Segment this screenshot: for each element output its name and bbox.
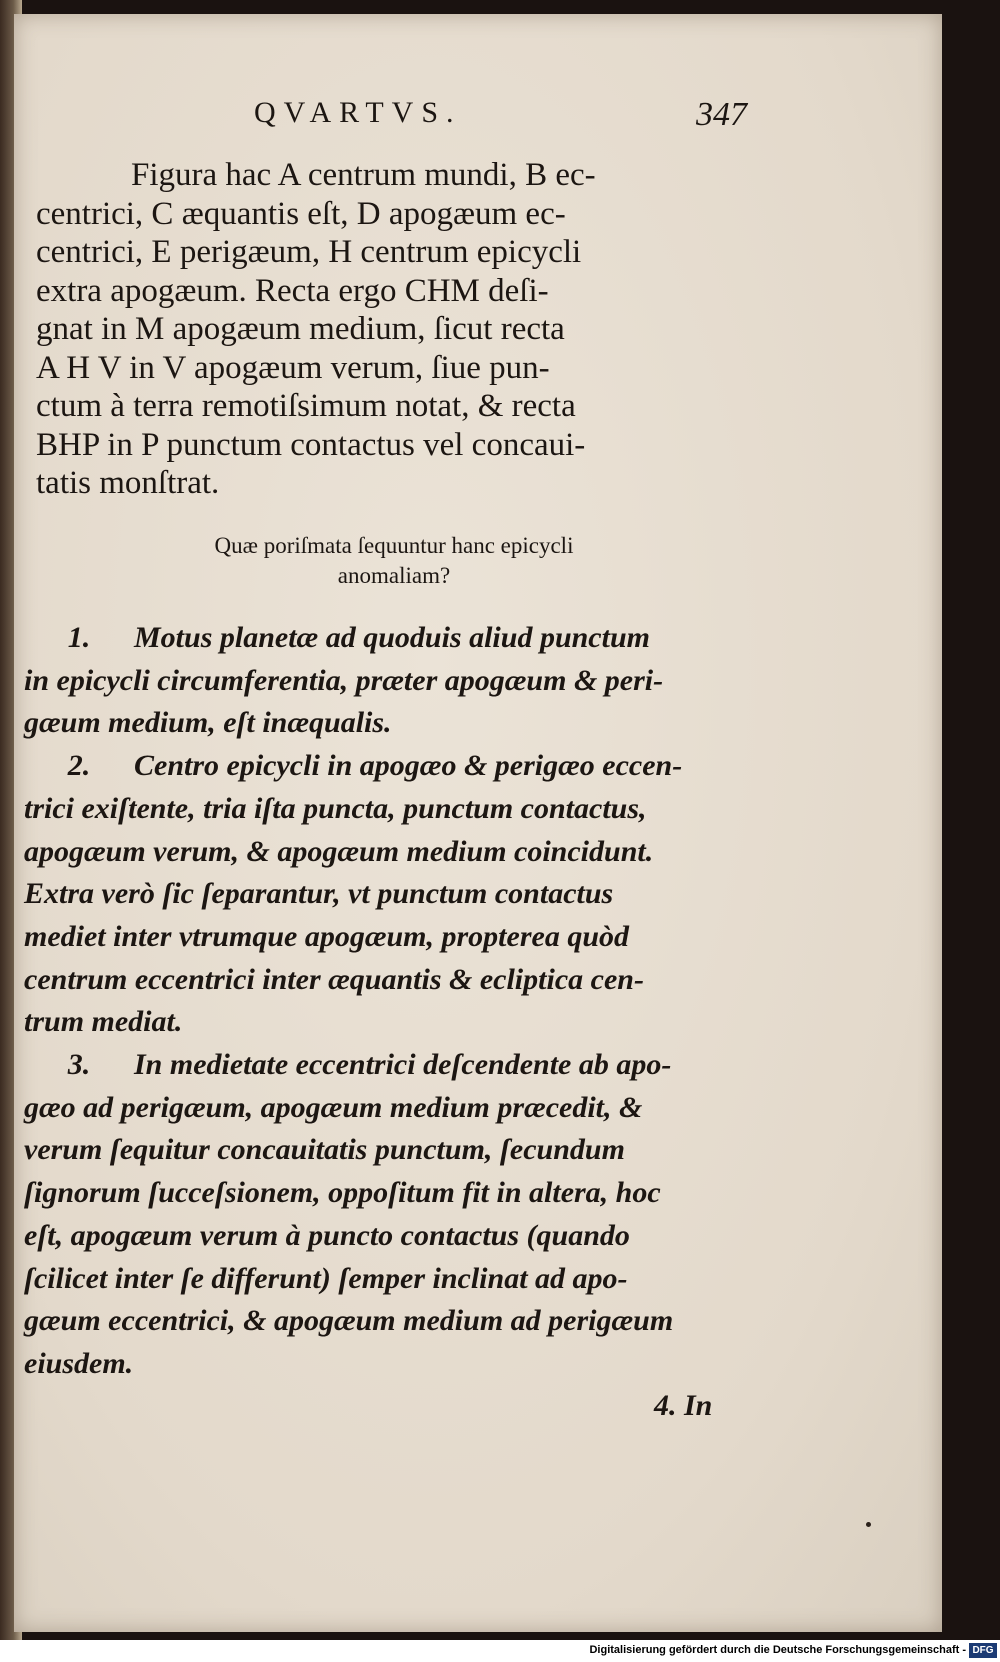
dfg-logo: DFG <box>969 1643 997 1658</box>
question-line: Quæ poriſmata ſequuntur hanc epicycli <box>214 533 574 558</box>
text-line: A H V in V apogæum verum, ſiue pun- <box>36 349 550 386</box>
porism-number: 2. <box>67 749 91 783</box>
text-line: in epicycli circumferentia, præter apogæum & peri- <box>24 663 664 697</box>
text-line: ſcilicet inter ſe differunt) ſemper inclinat ad apo- <box>24 1261 628 1295</box>
text-line: trum mediat. <box>24 1005 183 1039</box>
porism-1-first-line <box>24 617 759 660</box>
paper-speck <box>866 1522 871 1527</box>
running-title: QVARTVS. <box>254 96 462 129</box>
text-line: gæo ad perigæum, apogæum medium præcedit, & <box>24 1090 643 1124</box>
text-line: tatis monſtrat. <box>36 465 220 501</box>
text-line: gæum eccentrici, & apogæum medium ad perigæum <box>24 1304 674 1338</box>
porism-text: Motus planetæ ad quoduis aliud punctum <box>134 621 650 654</box>
text-line: BHP in P punctum contactus vel concaui- <box>36 426 586 463</box>
funding-credit: Digitalisierung gefördert durch die Deutsche Forschungsgemeinschaft - <box>589 1644 966 1656</box>
text-line: Figura hac A centrum mundi, B ec- <box>131 157 596 193</box>
text-line: extra apogæum. Recta ergo CHM deſi- <box>36 272 549 309</box>
text-line: verum ſequitur concauitatis punctum, ſecundum <box>24 1133 625 1167</box>
question-line: anomaliam? <box>337 563 451 588</box>
text-line: Extra verò ſic ſeparantur, vt punctum contactus <box>24 877 614 911</box>
book-page <box>14 14 942 1632</box>
porism-3-first-line <box>24 1044 759 1087</box>
text-line: gæum medium, eſt inæqualis. <box>24 706 392 740</box>
porism-2-first-line <box>24 745 759 788</box>
text-line: trici exiſtente, tria iſta puncta, punctum contactus, <box>24 791 647 825</box>
text-line: mediet inter vtrumque apogæum, propterea quòd <box>24 919 630 953</box>
porism-number: 1. <box>67 621 91 654</box>
text-line: ctum à terra remotiſsimum notat, & recta <box>36 388 576 424</box>
text-line: eſt, apogæum verum à puncto contactus (quando <box>24 1218 630 1252</box>
porism-list <box>24 617 759 1386</box>
catchword: 4. In <box>654 1389 713 1422</box>
text-line: ſignorum ſucceſsionem, oppoſitum fit in altera, hoc <box>24 1176 661 1210</box>
section-question <box>124 531 664 591</box>
text-line: apogæum verum, & apogæum medium coincidunt. <box>24 834 654 868</box>
running-head <box>14 96 942 136</box>
text-line: centrici, C æquantis eſt, D apogæum ec- <box>36 195 566 232</box>
text-line: gnat in M apogæum medium, ſicut recta <box>36 311 565 347</box>
body-paragraph <box>36 156 751 503</box>
porism-text: In medietate eccentrici deſcendente ab apo- <box>134 1048 672 1082</box>
digitization-footer <box>0 1640 1000 1662</box>
text-line: centrici, E perigæum, H centrum epicycli <box>36 234 582 270</box>
text-line: eiusdem. <box>24 1346 134 1380</box>
porism-text: Centro epicycli in apogæo & perigæo eccen- <box>134 749 683 783</box>
page-number: 347 <box>696 96 747 133</box>
text-line: centrum eccentrici inter æquantis & ecliptica cen- <box>24 962 644 996</box>
porism-number: 3. <box>67 1048 91 1082</box>
